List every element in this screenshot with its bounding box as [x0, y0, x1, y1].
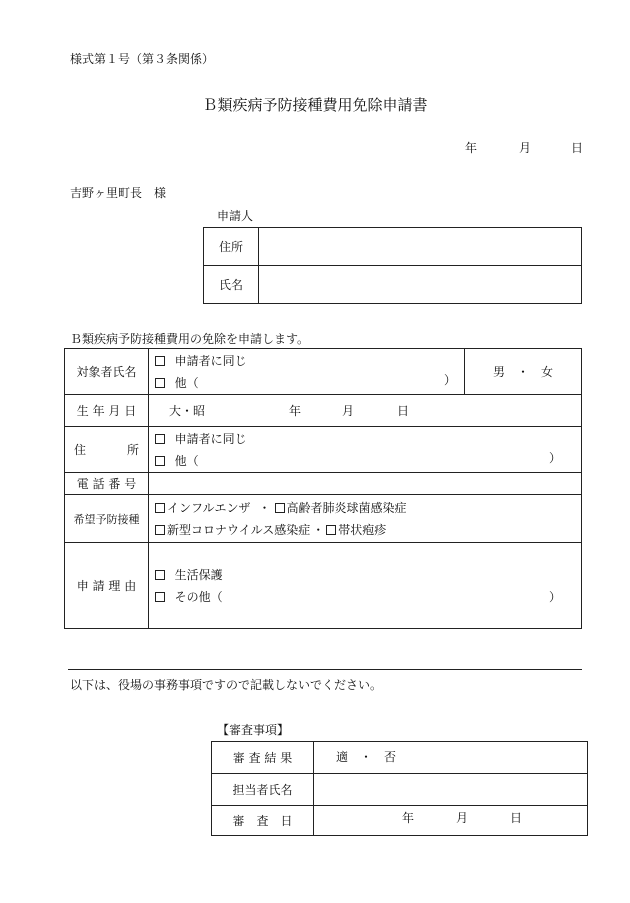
review-date-label: 審 査 日: [212, 806, 314, 836]
vaccine-option-influenza[interactable]: インフルエンザ: [155, 499, 251, 516]
phone-label: 電 話 番 号: [65, 473, 149, 495]
birthdate-label: 生 年 月 日: [65, 395, 149, 427]
birthdate-era: 大・昭: [169, 404, 206, 418]
divider: [68, 669, 582, 670]
request-sentence: Ｂ類疾病予防接種費用の免除を申請します。: [70, 332, 310, 346]
checkbox-icon[interactable]: [326, 525, 336, 535]
review-date-cell[interactable]: [314, 806, 588, 836]
reason-other-option[interactable]: その他（: [155, 586, 575, 608]
review-staff-field[interactable]: [314, 774, 588, 806]
applicant-name-label: 氏名: [204, 266, 259, 304]
subject-same-option[interactable]: 申請者に同じ: [155, 350, 458, 372]
page-title: Ｂ類疾病予防接種費用免除申請書: [202, 96, 428, 114]
review-date-year: 年: [402, 811, 415, 825]
review-date-day: 日: [510, 811, 523, 825]
review-table: [211, 741, 588, 836]
address-cell: [149, 427, 582, 473]
applicant-name-field[interactable]: [259, 266, 582, 304]
checkbox-icon[interactable]: [155, 434, 165, 444]
vaccine-cell: [149, 495, 582, 543]
address-label: 住 所: [65, 427, 149, 473]
phone-field[interactable]: [149, 473, 582, 495]
subject-name-cell: [149, 349, 465, 395]
review-result-value: 適 ・ 否: [336, 750, 397, 764]
checkbox-icon[interactable]: [155, 356, 165, 366]
review-staff-label: 担当者氏名: [212, 774, 314, 806]
review-result-label: 審 査 結 果: [212, 742, 314, 774]
vaccine-label: 希望予防接種: [65, 495, 149, 543]
reason-cell: [149, 543, 582, 629]
review-heading: 【審査事項】: [217, 723, 290, 737]
subject-name-label: 対象者氏名: [65, 349, 149, 395]
vaccine-option-covid[interactable]: 新型コロナウイルス感染症: [155, 521, 310, 538]
birthdate-cell[interactable]: [149, 395, 582, 427]
applicant-address-field[interactable]: [259, 228, 582, 266]
form-number: 様式第１号（第３条関係）: [70, 52, 215, 66]
date-day: 日: [571, 141, 584, 155]
checkbox-icon[interactable]: [155, 570, 165, 580]
applicant-address-label: 住所: [204, 228, 259, 266]
birthdate-day: 日: [397, 404, 410, 418]
review-result-cell[interactable]: [314, 742, 588, 774]
addressee: 吉野ヶ里町長 様: [70, 186, 167, 200]
birthdate-year: 年: [289, 404, 302, 418]
sex-selector[interactable]: 男 ・ 女: [465, 349, 582, 395]
address-other-close: ）: [548, 451, 561, 465]
date-month: 月: [519, 141, 532, 155]
vaccine-separator: ・: [258, 501, 271, 515]
subject-other-close: ）: [443, 373, 456, 387]
checkbox-icon[interactable]: [275, 503, 285, 513]
date-year: 年: [465, 141, 478, 155]
subject-other-option[interactable]: 他（: [155, 372, 458, 394]
vaccine-separator: ・: [312, 523, 325, 537]
birthdate-month: 月: [342, 404, 355, 418]
reason-other-close: ）: [548, 590, 561, 604]
checkbox-icon[interactable]: [155, 456, 165, 466]
vaccine-option-pneumococcal[interactable]: 高齢者肺炎球菌感染症: [275, 499, 407, 516]
address-same-option[interactable]: 申請者に同じ: [155, 428, 575, 450]
review-date-month: 月: [456, 811, 469, 825]
address-other-option[interactable]: 他（: [155, 450, 575, 472]
office-note: 以下は、役場の事務事項ですので記載しないでください。: [70, 678, 383, 692]
applicant-table: [203, 227, 582, 304]
main-form-table: [64, 348, 582, 629]
vaccine-option-shingles[interactable]: 帯状疱疹: [326, 521, 386, 538]
checkbox-icon[interactable]: [155, 592, 165, 602]
reason-label: 申 請 理 由: [65, 543, 149, 629]
checkbox-icon[interactable]: [155, 378, 165, 388]
reason-welfare-option[interactable]: 生活保護: [155, 564, 575, 586]
checkbox-icon[interactable]: [155, 525, 165, 535]
applicant-heading: 申請人: [217, 209, 254, 223]
checkbox-icon[interactable]: [155, 503, 165, 513]
